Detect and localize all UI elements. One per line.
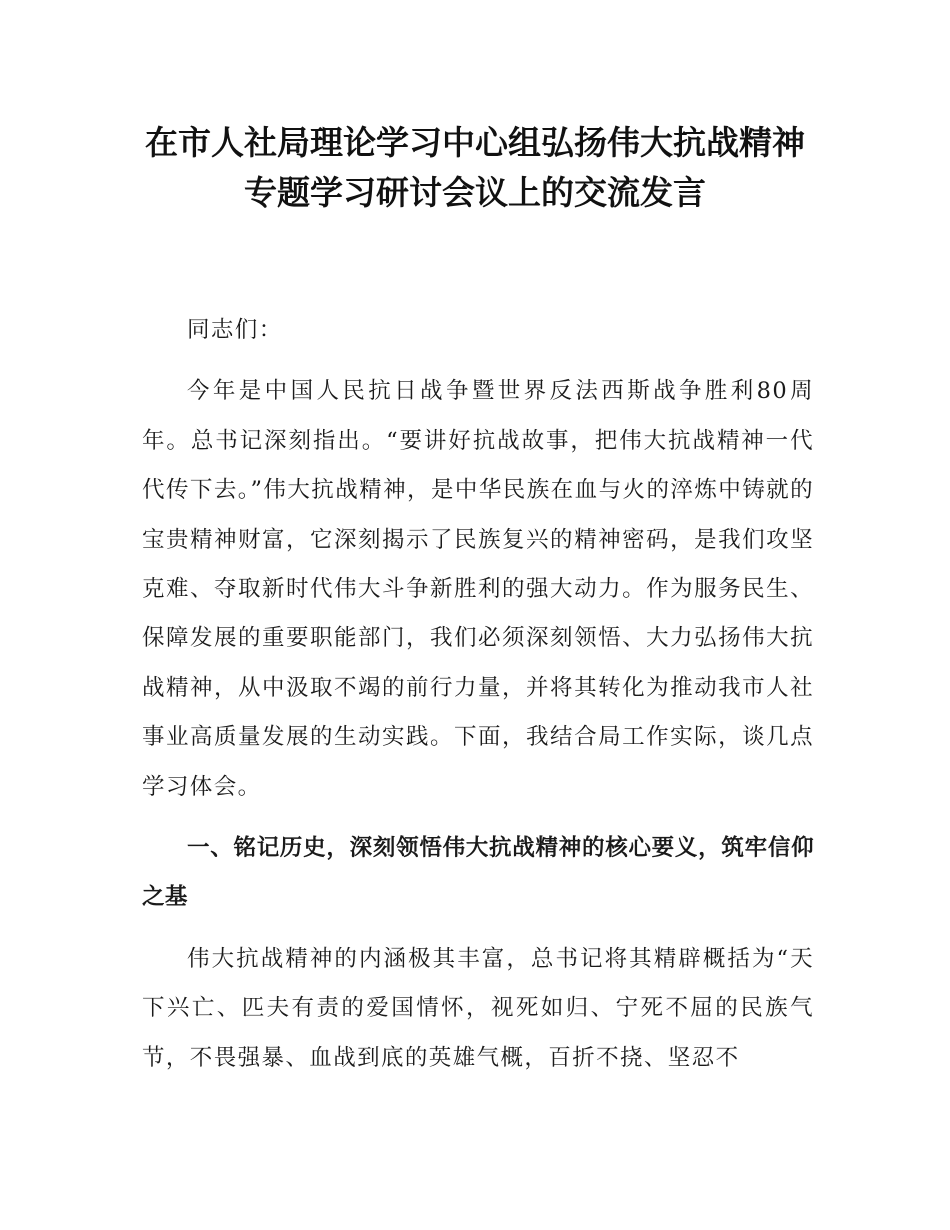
document-title: 在市人社局理论学习中心组弘扬伟大抗战精神专题学习研讨会议上的交流发言 [145, 123, 805, 212]
section-paragraph: 伟大抗战精神的内涵极其丰富，总书记将其精辟概括为“天下兴亡、匹夫有责的爱国情怀，视死如归、宁死不屈的民族气节，不畏强暴、血战到底的英雄气概，百折不挠、坚忍不 [142, 945, 814, 1071]
salutation: 同志们： [187, 317, 283, 343]
section-heading: 一、铭记历史，深刻领悟伟大抗战精神的核心要义，筑牢信仰之基 [142, 835, 814, 911]
intro-paragraph: 今年是中国人民抗日战争暨世界反法西斯战争胜利80周年。总书记深刻指出。“要讲好抗战故事，把伟大抗战精神一代代传下去。”伟大抗战精神，是中华民族在血与火的淬炼中铸就的宝贵精神财富，它深刻揭示了民族复兴的精神密码，是我们攻坚克难、夺取新时代伟大斗争新胜利的强大动力。作为服务民生、保障发展的重要职能部门，我们必须深刻领悟、大力弘扬伟大抗战精神，从中汲取不竭的前行力量，并将其转化为推动我市人社事业高质量发展的生动实践。下面，我结合局工作实际，谈几点学习体会。 [142, 378, 814, 800]
document-body [142, 306, 814, 1083]
